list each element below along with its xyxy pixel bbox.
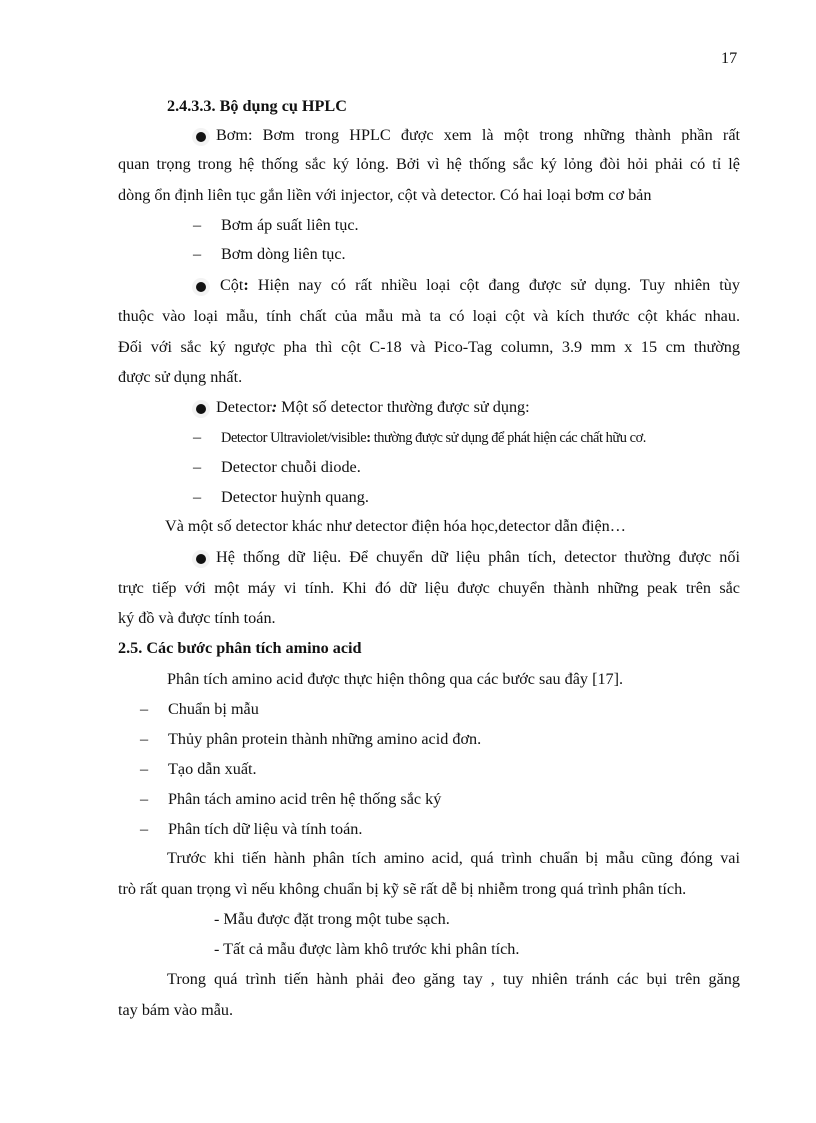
- prep-line-1: Trước khi tiến hành phân tích amino acid, quá trình chuẩn bị mẫu cũng đóng vai: [167, 849, 740, 867]
- step-item: – Phân tích dữ liệu và tính toán.: [140, 820, 363, 838]
- column-line-2: thuộc vào loại mẫu, tính chất của mẫu mà ta có loại cột và kích thước cột khác nhau.: [118, 307, 740, 325]
- column-line-3: Đối với sắc ký ngược pha thì cột C-18 và Pico-Tag column, 3.9 mm x 15 cm thường: [118, 338, 740, 356]
- heading-2-4-3-3: 2.4.3.3. Bộ dụng cụ HPLC: [167, 97, 347, 115]
- detector-item-2: – Detector huỳnh quang.: [193, 488, 369, 506]
- page-number: 17: [721, 49, 738, 67]
- steps-intro: Phân tích amino acid được thực hiện thông qua các bước sau đây [17].: [167, 670, 624, 688]
- bullet-icon: [196, 127, 206, 147]
- column-line-4: được sử dụng nhất.: [118, 368, 243, 386]
- detector-other: Và một số detector khác như detector điện hóa học,detector dẫn điện…: [165, 517, 626, 535]
- pump-type-1: – Bơm áp suất liên tục.: [193, 216, 359, 234]
- pump-line-2: quan trọng trong hệ thống sắc ký lỏng. Bởi vì hệ thống sắc ký lỏng đòi hỏi phải có tỉ lệ: [118, 155, 740, 173]
- data-line-1: Hệ thống dữ liệu. Để chuyển dữ liệu phân tích, detector thường được nối: [216, 548, 740, 566]
- detector-line-1: Detector: Một số detector thường được sử dụng:: [216, 398, 530, 416]
- step-item: – Tạo dẫn xuất.: [140, 760, 257, 778]
- detector-item-1: – Detector chuỗi diode.: [193, 458, 361, 476]
- bullet-icon: [196, 399, 206, 419]
- pump-line-1: Bơm: Bơm trong HPLC được xem là một trong những thành phần rất: [216, 126, 740, 144]
- detector-uv: – Detector Ultraviolet/visible: thường được sử dụng để phát hiện các chất hữu cơ.: [193, 428, 646, 446]
- glove-line-1: Trong quá trình tiến hành phải đeo găng tay , tuy nhiên tránh các bụi trên găng: [167, 970, 740, 988]
- glove-line-2: tay bám vào mẫu.: [118, 1001, 234, 1019]
- step-item: – Phân tách amino acid trên hệ thống sắc ký: [140, 790, 442, 808]
- bullet-icon: [196, 277, 206, 297]
- pump-type-2: – Bơm dòng liên tục.: [193, 245, 346, 263]
- step-item: – Thủy phân protein thành những amino acid đơn.: [140, 730, 482, 748]
- prep-line-2: trò rất quan trọng vì nếu không chuẩn bị kỹ sẽ rất dễ bị nhiễm trong quá trình phân tích.: [118, 880, 687, 898]
- heading-2-5: 2.5. Các bước phân tích amino acid: [118, 639, 362, 657]
- pump-line-3: dòng ổn định liên tục gắn liền với injector, cột và detector. Có hai loại bơm cơ bản: [118, 186, 652, 204]
- step-item: – Chuẩn bị mẫu: [140, 700, 259, 718]
- bullet-icon: [196, 549, 206, 569]
- data-line-2: trực tiếp với một máy vi tính. Khi đó dữ liệu được chuyển thành những peak trên sắc: [118, 579, 740, 597]
- column-line-1: Cột: Hiện nay có rất nhiều loại cột đang được sử dụng. Tuy nhiên tùy: [220, 276, 740, 294]
- data-line-3: ký đồ và được tính toán.: [118, 609, 276, 627]
- prep-item: - Tất cả mẫu được làm khô trước khi phân tích.: [214, 940, 520, 958]
- prep-item: - Mẫu được đặt trong một tube sạch.: [214, 910, 450, 928]
